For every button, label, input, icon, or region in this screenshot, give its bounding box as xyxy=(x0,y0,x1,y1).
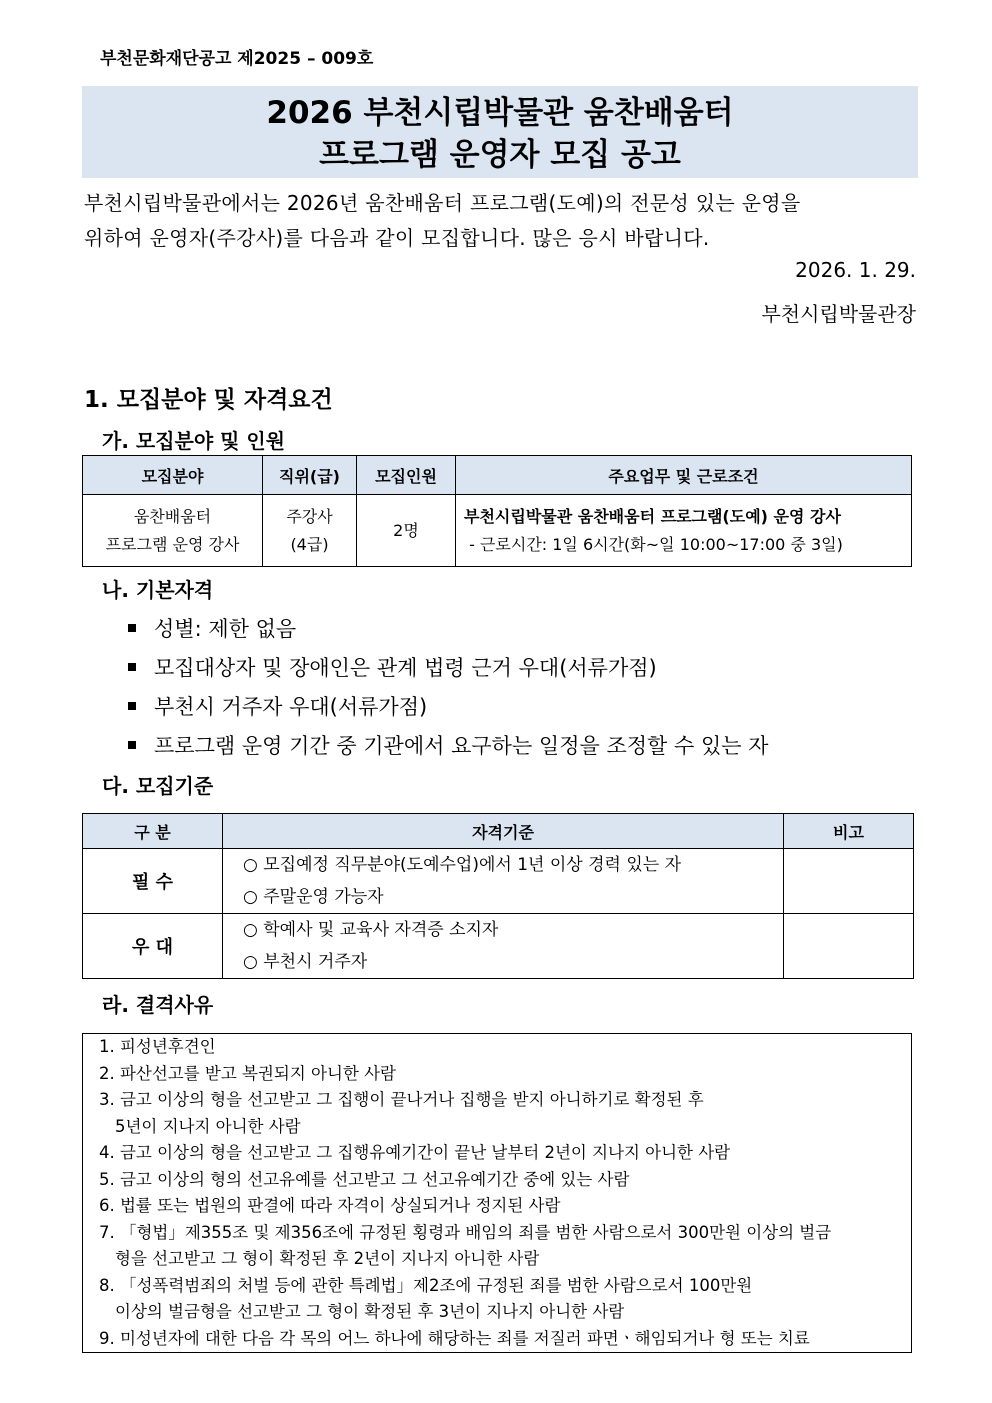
subsection-c-heading: 다. 모집기준 xyxy=(102,774,214,798)
list-item-text: 모집대상자 및 장애인은 관계 법령 근거 우대(서류가점) xyxy=(154,655,657,680)
subsection-d-heading: 라. 결격사유 xyxy=(102,993,214,1017)
position-line-2: (4급) xyxy=(290,534,329,554)
list-item: 2. 파산선고를 받고 복권되지 아니한 사람 xyxy=(99,1063,396,1083)
page-title xyxy=(82,86,918,178)
header-duty: 주요업무 및 근로조건 xyxy=(456,456,912,495)
square-bullet-icon xyxy=(128,741,136,749)
list-item: 9. 미성년자에 대한 다음 각 목의 어느 하나에 해당하는 죄를 저질러 파면ㆍ해임되거나 형 또는 치료 xyxy=(99,1328,810,1348)
criteria-item: ○ 학예사 및 교육사 자격증 소지자 xyxy=(243,920,499,940)
title-line-2: 프로그램 운영자 모집 공고 xyxy=(319,137,681,173)
cell-duty xyxy=(456,495,912,567)
header-category: 구 분 xyxy=(83,814,223,849)
table-row xyxy=(83,849,914,914)
cell-criteria-preferred xyxy=(223,914,784,979)
list-item xyxy=(128,725,768,764)
list-item-text: 프로그램 운영 기간 중 기관에서 요구하는 일정을 조정할 수 있는 자 xyxy=(154,733,769,758)
notice-date: 2026. 1. 29. xyxy=(795,258,916,282)
cell-field xyxy=(83,495,263,567)
list-item-continuation: 5년이 지나지 아니한 사람 xyxy=(115,1116,301,1136)
cell-note xyxy=(784,849,914,914)
cell-category-preferred: 우 대 xyxy=(83,914,223,979)
duty-sub: - 근로시간: 1일 6시간(화~일 10:00~17:00 중 3일) xyxy=(464,534,843,554)
cell-note xyxy=(784,914,914,979)
table-row xyxy=(83,914,914,979)
square-bullet-icon xyxy=(128,624,136,632)
list-item-continuation: 형을 선고받고 그 형이 확정된 후 2년이 지나지 아니한 사람 xyxy=(115,1249,540,1268)
square-bullet-icon xyxy=(128,663,136,671)
title-line-1: 2026 부천시립박물관 움찬배움터 xyxy=(266,95,734,131)
table-header-row xyxy=(83,456,912,495)
criteria-item: ○ 부천시 거주자 xyxy=(243,952,368,972)
list-item: 3. 금고 이상의 형을 선고받고 그 집행이 끝나거나 집행을 받지 아니하기로 확정된 후 xyxy=(99,1090,704,1109)
header-position: 직위(급) xyxy=(263,456,357,495)
list-item: 6. 법률 또는 법원의 판결에 따라 자격이 상실되거나 정지된 사람 xyxy=(99,1196,561,1215)
list-item: 7. 「형법」제355조 및 제356조에 규정된 횡령과 배임의 죄를 범한 사람으로서 300만원 이상의 벌금 xyxy=(99,1222,832,1242)
section-1-heading: 1. 모집분야 및 자격요건 xyxy=(84,387,333,413)
intro-paragraph xyxy=(84,186,916,256)
subsection-a-heading: 가. 모집분야 및 인원 xyxy=(102,429,286,453)
intro-line-2: 위하여 운영자(주강사)를 다음과 같이 모집합니다. 많은 응시 바랍니다. xyxy=(84,226,710,250)
header-field: 모집분야 xyxy=(83,456,263,495)
list-item xyxy=(128,647,768,686)
disqualification-box xyxy=(82,1033,912,1353)
cell-position xyxy=(263,495,357,567)
header-note: 비고 xyxy=(784,814,914,849)
cell-category-required: 필 수 xyxy=(83,849,223,914)
header-count: 모집인원 xyxy=(357,456,456,495)
list-item: 5. 금고 이상의 형의 선고유예를 선고받고 그 선고유예기간 중에 있는 사람 xyxy=(99,1169,630,1189)
list-item xyxy=(128,686,768,725)
list-item-text: 부천시 거주자 우대(서류가점) xyxy=(154,694,428,719)
table-row xyxy=(83,495,912,567)
basic-qualifications-list xyxy=(128,608,768,764)
list-item xyxy=(128,608,768,647)
issuer: 부천시립박물관장 xyxy=(761,302,916,326)
intro-line-1: 부천시립박물관에서는 2026년 움찬배움터 프로그램(도예)의 전문성 있는 운영을 xyxy=(84,191,801,215)
list-item: 8. 「성폭력범죄의 처벌 등에 관한 특례법」제2조에 규정된 죄를 범한 사람으로서 100만원 xyxy=(99,1275,753,1295)
list-item: 4. 금고 이상의 형을 선고받고 그 집행유예기간이 끝난 날부터 2년이 지나지 아니한 사람 xyxy=(99,1143,731,1162)
table-header-row xyxy=(83,814,914,849)
square-bullet-icon xyxy=(128,702,136,710)
position-line-1: 주강사 xyxy=(286,506,333,526)
subsection-b-heading: 나. 기본자격 xyxy=(102,578,214,602)
list-item-text: 성별: 제한 없음 xyxy=(154,616,297,641)
notice-number: 부천문화재단공고 제2025 – 009호 xyxy=(100,49,374,69)
header-criteria: 자격기준 xyxy=(223,814,784,849)
criteria-table xyxy=(82,813,914,979)
cell-criteria-required xyxy=(223,849,784,914)
list-item: 1. 피성년후견인 xyxy=(99,1037,216,1056)
cell-count: 2명 xyxy=(357,495,456,567)
recruitment-table xyxy=(82,455,912,567)
field-line-2: 프로그램 운영 강사 xyxy=(105,534,240,554)
duty-main: 부천시립박물관 움찬배움터 프로그램(도예) 운영 강사 xyxy=(464,506,841,526)
criteria-item: ○ 주말운영 가능자 xyxy=(243,887,384,907)
list-item-continuation: 이상의 벌금형을 선고받고 그 형이 확정된 후 3년이 지나지 아니한 사람 xyxy=(115,1302,625,1321)
field-line-1: 움찬배움터 xyxy=(133,506,212,526)
criteria-item: ○ 모집예정 직무분야(도예수업)에서 1년 이상 경력 있는 자 xyxy=(243,855,682,875)
